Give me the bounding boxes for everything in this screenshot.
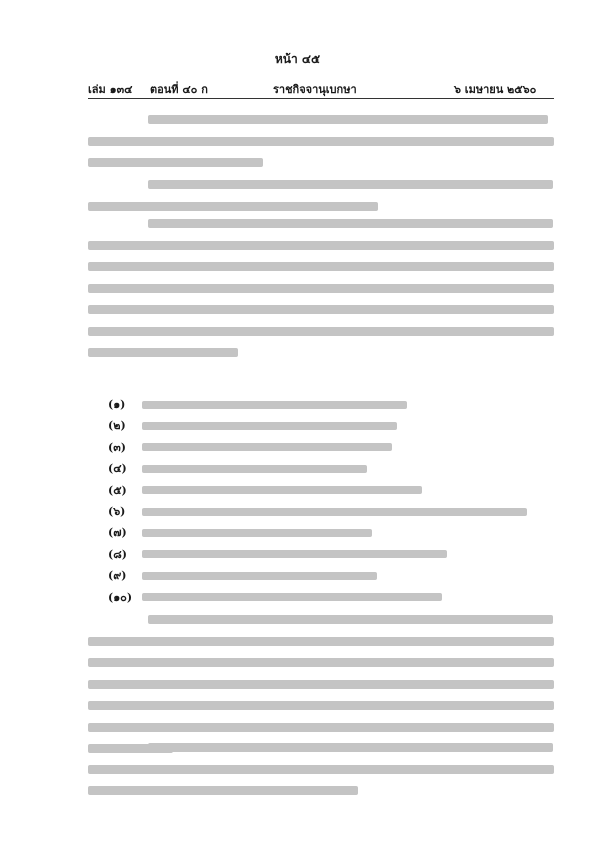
issue-date: ๖ เมษายน ๒๕๖๐ <box>454 83 537 96</box>
list-item: (๙) <box>108 565 538 586</box>
paragraph-5 <box>88 743 554 808</box>
list-item: (๘) <box>108 544 538 565</box>
list-item: (๒) <box>108 415 538 436</box>
list-item: (๔) <box>108 458 538 479</box>
list-item: (๕) <box>108 480 538 501</box>
list-item: (๓) <box>108 437 538 458</box>
paragraph-3 <box>88 219 554 370</box>
issue-label: ตอนที่ ๔๐ ก <box>150 83 208 96</box>
publication-name: ราชกิจจานุเบกษา <box>273 83 357 96</box>
paragraph-2 <box>88 180 554 223</box>
paragraph-1 <box>88 115 554 180</box>
list-item: (๑๐) <box>108 587 538 608</box>
gazette-header <box>88 80 554 96</box>
volume-label: เล่ม ๑๓๔ <box>88 83 133 96</box>
header-rule <box>88 98 554 99</box>
numbered-list <box>108 394 538 608</box>
list-item: (๖) <box>108 501 538 522</box>
page-number: หน้า ๔๕ <box>274 52 321 66</box>
list-item: (๗) <box>108 522 538 543</box>
list-item: (๑) <box>108 394 538 415</box>
